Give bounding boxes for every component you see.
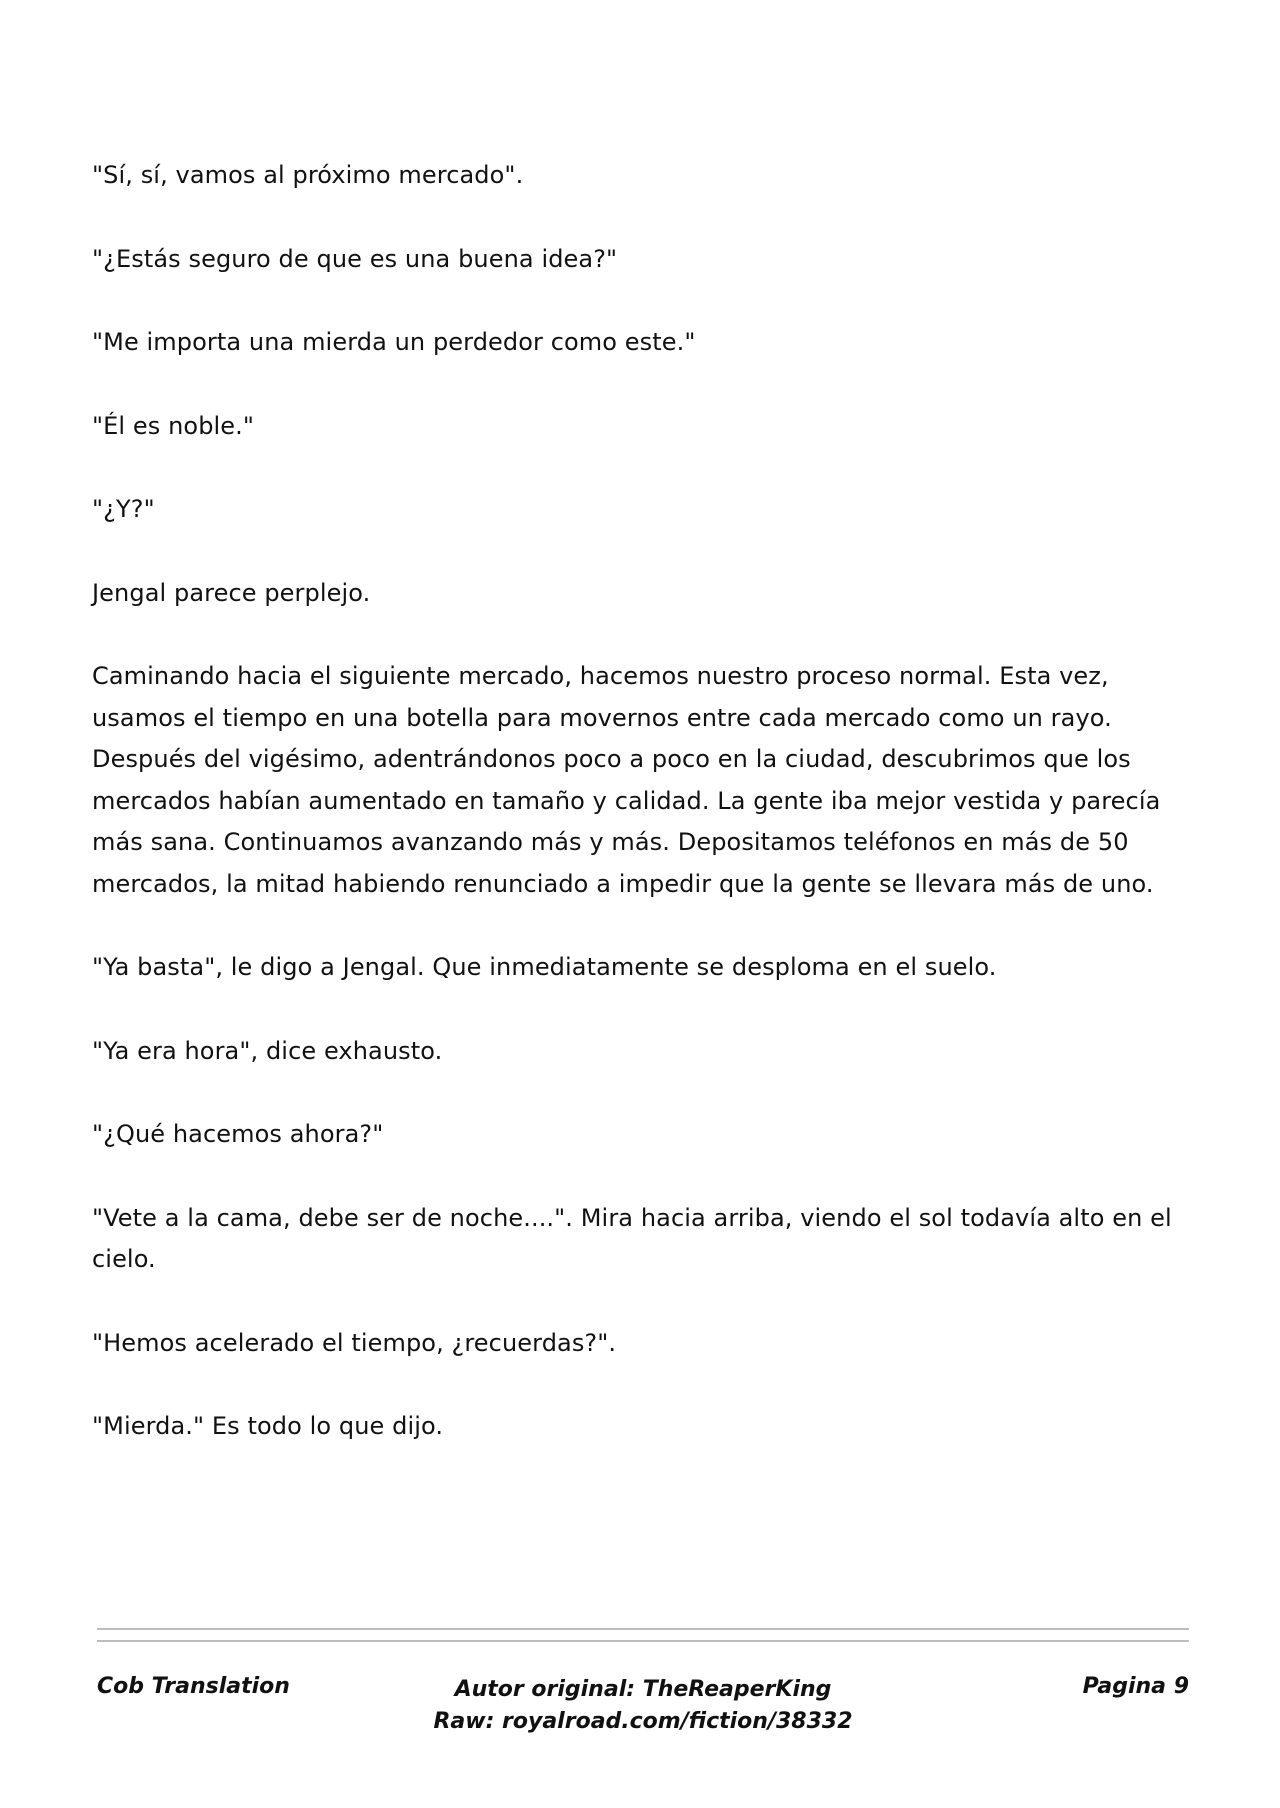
paragraph: Jengal parece perplejo.	[92, 578, 371, 607]
footer-author: Autor original: TheReaperKing	[454, 1677, 832, 1702]
footer-divider-top	[97, 1628, 1189, 1630]
paragraph: "¿Qué hacemos ahora?"	[92, 1120, 384, 1148]
footer-raw-source: Raw: royalroad.com/fiction/38332	[433, 1709, 853, 1734]
page-number: Pagina 9	[1082, 1674, 1189, 1699]
paragraph: "¿Y?"	[92, 495, 155, 523]
paragraph: "Mierda." Es todo lo que dijo.	[92, 1412, 444, 1440]
paragraph: Caminando hacia el siguiente mercado, hacemos nuestro proceso normal. Esta vez, usamos el tiempo en una botella para movernos entre cada mercado como un rayo. Después del vigésimo, adentrándonos poco a poco en la ciudad, descubrimos que los mercados habían aumentado en tamaño y calidad. La gente iba mejor vestida y parecía más sana. Continuamos avanzando más y más. Depositamos teléfonos en más de 50 mercados, la mitad habiendo renunciado a impedir que la gente se llevara más de uno.	[92, 662, 1161, 898]
page-body	[92, 155, 1202, 1490]
paragraph: "Hemos acelerado el tiempo, ¿recuerdas?".	[92, 1328, 617, 1357]
footer-credits	[97, 1674, 1189, 1738]
paragraph: "Vete a la cama, debe ser de noche....". Mira hacia arriba, viendo el sol todavía alto en el cielo.	[92, 1203, 1172, 1273]
footer-divider-bottom	[97, 1640, 1189, 1642]
paragraph: "Ya era hora", dice exhausto.	[92, 1036, 443, 1065]
paragraph: "Él es noble."	[92, 411, 255, 440]
footer-translator: Cob Translation	[97, 1674, 290, 1699]
paragraph: "Ya basta", le digo a Jengal. Que inmediatamente se desploma en el suelo.	[92, 953, 997, 981]
paragraph: "¿Estás seguro de que es una buena idea?"	[92, 244, 618, 273]
paragraph: "Sí, sí, vamos al próximo mercado".	[92, 161, 524, 189]
paragraph: "Me importa una mierda un perdedor como este."	[92, 328, 696, 356]
page-footer	[97, 1674, 1189, 1764]
